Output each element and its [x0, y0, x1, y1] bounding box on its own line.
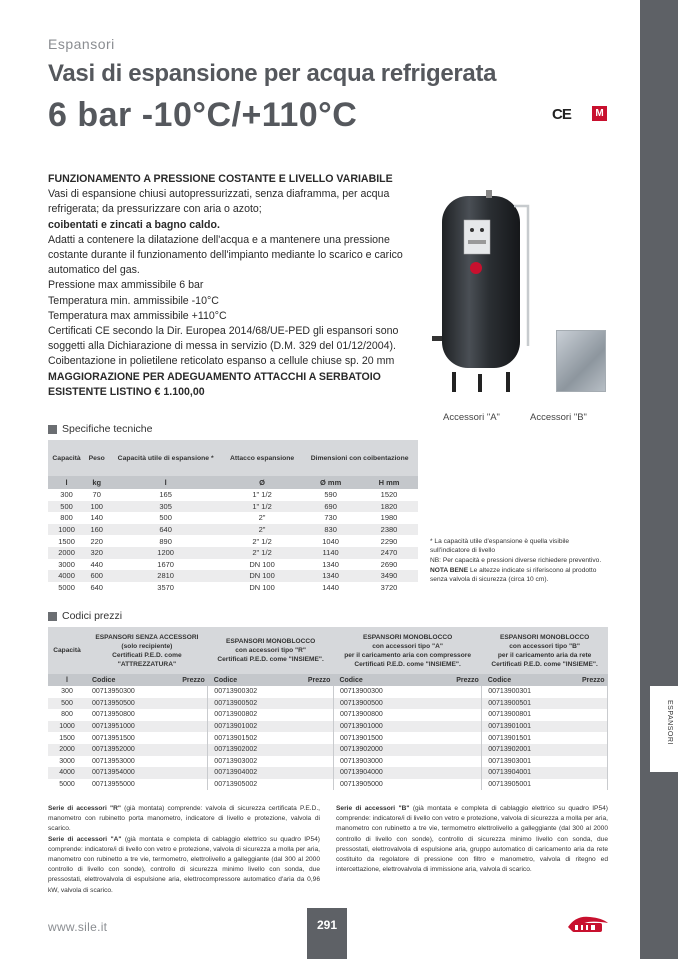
- unit-cell: l: [48, 476, 85, 489]
- group-header-line: per il caricamento aria con compressore: [344, 651, 471, 659]
- price-cell: [165, 732, 208, 744]
- table-cell: 320: [85, 547, 108, 559]
- code-cell: 00713900802: [208, 709, 289, 721]
- table-row: [48, 489, 418, 501]
- table-row: [48, 582, 418, 594]
- square-bullet-icon: [48, 425, 57, 434]
- code-cell: 00713904002: [208, 767, 289, 779]
- capacity-cell: 3000: [48, 756, 86, 768]
- header-cell: Dimensioni con coibentazione: [301, 440, 418, 476]
- sile-logo-icon: [566, 913, 610, 935]
- price-column-header: Prezzo: [563, 674, 607, 686]
- price-cell: [563, 732, 607, 744]
- ce-mark-icon: CE: [552, 106, 571, 123]
- code-cell: 00713901000: [333, 721, 429, 733]
- table-cell: 2470: [360, 547, 418, 559]
- description-line: Adatti a contenere la dilatazione dell'acqua e a mantenere una pressione costante durante il funzionamento dell'impianto mediante lo scarico e carico automatico del gas.: [48, 233, 403, 277]
- unit-cell: kg: [85, 476, 108, 489]
- code-cell: 00713951500: [86, 732, 165, 744]
- side-bar: [640, 0, 678, 959]
- table-cell: 70: [85, 489, 108, 501]
- price-cell: [289, 721, 333, 733]
- price-cell: [289, 767, 333, 779]
- price-cell: [289, 698, 333, 710]
- code-cell: 00713904000: [333, 767, 429, 779]
- table-cell: 1340: [301, 559, 360, 571]
- code-cell: 00713900501: [482, 698, 563, 710]
- header-cell: Peso: [85, 440, 108, 476]
- table-cell: 2000: [48, 547, 85, 559]
- table-cell: 2": [223, 512, 301, 524]
- code-cell: 00713954000: [86, 767, 165, 779]
- price-column-header: Prezzo: [165, 674, 208, 686]
- table-cell: 2" 1/2: [223, 547, 301, 559]
- price-cell: [165, 721, 208, 733]
- table-row: [48, 535, 418, 547]
- table-cell: 220: [85, 535, 108, 547]
- code-cell: 00713903001: [482, 756, 563, 768]
- footnote-a-title: Serie di accessori "A": [48, 835, 122, 843]
- group-header-line: "ATTREZZATURA": [117, 660, 177, 668]
- price-cell: [429, 732, 481, 744]
- table-cell: 800: [48, 512, 85, 524]
- price-column-header: Prezzo: [429, 674, 481, 686]
- unit-cell: l: [48, 674, 86, 686]
- capacity-cell: 300: [48, 686, 86, 698]
- code-cell: 00713900301: [482, 686, 563, 698]
- square-bullet-icon: [48, 612, 57, 621]
- codes-table: [48, 627, 608, 790]
- group-header-line: Certificati P.E.D. come "INSIEME".: [217, 656, 324, 663]
- page-subtitle: 6 bar -10°C/+110°C: [48, 96, 358, 134]
- price-cell: [289, 686, 333, 698]
- category-label: Espansori: [48, 36, 115, 52]
- group-header-line: (solo recipiente): [121, 642, 173, 650]
- code-cell: 00713905001: [482, 779, 563, 791]
- table-cell: 2" 1/2: [223, 535, 301, 547]
- price-cell: [429, 686, 481, 698]
- table-cell: 440: [85, 559, 108, 571]
- table-cell: 1520: [360, 489, 418, 501]
- table-row: [48, 698, 608, 710]
- table-cell: 1440: [301, 582, 360, 594]
- group-header-line: ESPANSORI SENZA ACCESSORI: [95, 633, 199, 641]
- description-line: Temperatura max ammissibile +110°C: [48, 309, 227, 322]
- table-row: [48, 524, 418, 536]
- page-title: Vasi di espansione per acqua refrigerata: [48, 60, 497, 87]
- table-row: [48, 721, 608, 733]
- price-cell: [289, 709, 333, 721]
- table-cell: 2": [223, 524, 301, 536]
- code-cell: 00713902000: [333, 744, 429, 756]
- group-header-line: Certificati P.E.D. come "INSIEME".: [354, 660, 461, 668]
- unit-cell: Ø: [223, 476, 301, 489]
- table-cell: 1140: [301, 547, 360, 559]
- codes-section-heading: [48, 610, 122, 622]
- capacity-cell: 1000: [48, 721, 86, 733]
- header-cell: Capacità utile di espansione *: [108, 440, 223, 476]
- price-cell: [165, 756, 208, 768]
- spec-note-line: [430, 566, 610, 584]
- code-cell: 00713950800: [86, 709, 165, 721]
- price-cell: [429, 721, 481, 733]
- group-header-line: Certificati P.E.D. come "INSIEME".: [491, 660, 598, 668]
- table-cell: 5000: [48, 582, 85, 594]
- group-header-line: ESPANSORI MONOBLOCCO: [225, 638, 316, 645]
- table-row: [48, 756, 608, 768]
- price-cell: [429, 779, 481, 791]
- spec-table: [48, 440, 418, 593]
- accessory-b-label: Accessori "B": [530, 412, 587, 423]
- code-cell: 00713900801: [482, 709, 563, 721]
- footnote-a-text: (già montata e completa di cablaggio elettrico su quadro IP54) comprende: indicatore/i di livello con vetro e protezione, valvola di sicurezza a molla per aria, manometro con rubinetto a tre vie, termometro, elettrolivello a galleggiante (dal 300 al 2000 controllo di livello con sonde), controllo di sicurezza minimo livello con sonda, due pressostati, elettrovalvola di espulsione aria, elettrocompressore automatico d'aria da 0,96 kW, valvola di scarico.: [48, 835, 320, 894]
- price-cell: [563, 779, 607, 791]
- group-header-line: con accessori tipo "A": [372, 642, 443, 650]
- group-header-line: per il caricamento aria da rete: [497, 651, 592, 659]
- table-cell: DN 100: [223, 570, 301, 582]
- table-cell: 890: [108, 535, 223, 547]
- header-cell: Attacco espansione: [223, 440, 301, 476]
- table-cell: 140: [85, 512, 108, 524]
- table-row: [48, 709, 608, 721]
- capacity-cell: 1500: [48, 732, 86, 744]
- table-cell: DN 100: [223, 582, 301, 594]
- table-cell: 2290: [360, 535, 418, 547]
- spec-section-heading: [48, 423, 152, 435]
- price-cell: [563, 721, 607, 733]
- footnote-b-title: Serie di accessori "B": [336, 805, 410, 812]
- capacity-cell: 500: [48, 698, 86, 710]
- website-link[interactable]: www.sile.it: [48, 920, 108, 934]
- price-cell: [165, 686, 208, 698]
- group-header: [208, 627, 334, 674]
- spec-note-line: NB: Per capacità e pressioni diverse richiedere preventivo.: [430, 557, 602, 564]
- table-cell: 1980: [360, 512, 418, 524]
- code-cell: 00713953000: [86, 756, 165, 768]
- code-cell: 00713901500: [333, 732, 429, 744]
- page-number-box: [307, 908, 347, 959]
- table-row: [48, 501, 418, 513]
- page-number: 291: [316, 918, 338, 932]
- side-tab: [650, 686, 678, 772]
- price-cell: [429, 744, 481, 756]
- group-header-line: ESPANSORI MONOBLOCCO: [499, 633, 590, 641]
- table-cell: 3000: [48, 559, 85, 571]
- capacity-cell: 800: [48, 709, 86, 721]
- group-header-line: con accessori tipo "B": [509, 642, 580, 650]
- code-cell: 00713950500: [86, 698, 165, 710]
- group-header: [482, 627, 608, 674]
- group-header-line: ESPANSORI MONOBLOCCO: [362, 633, 453, 641]
- table-cell: 2810: [108, 570, 223, 582]
- code-cell: 00713905002: [208, 779, 289, 791]
- table-row: [48, 779, 608, 791]
- table-cell: 500: [108, 512, 223, 524]
- group-header: [333, 627, 481, 674]
- table-cell: 1000: [48, 524, 85, 536]
- table-cell: 1340: [301, 570, 360, 582]
- nota-bene-label: NOTA BENE: [430, 567, 469, 574]
- code-cell: 00713902002: [208, 744, 289, 756]
- price-cell: [165, 779, 208, 791]
- nota-bene-text: Le altezze indicate si riferiscono al prodotto senza valvola di sicurezza (circa 10 cm).: [430, 567, 597, 583]
- table-cell: 2690: [360, 559, 418, 571]
- price-cell: [429, 767, 481, 779]
- header-cell: Capacità: [48, 440, 85, 476]
- price-cell: [429, 709, 481, 721]
- code-cell: 00713901001: [482, 721, 563, 733]
- table-cell: 1820: [360, 501, 418, 513]
- accessory-a-label: Accessori "A": [443, 412, 500, 423]
- code-cell: 00713902001: [482, 744, 563, 756]
- table-cell: 830: [301, 524, 360, 536]
- table-cell: DN 100: [223, 559, 301, 571]
- code-cell: 00713900500: [333, 698, 429, 710]
- code-cell: 00713955000: [86, 779, 165, 791]
- footnote-r-title: Serie di accessori "R": [48, 805, 121, 812]
- table-cell: 1040: [301, 535, 360, 547]
- table-row: [48, 767, 608, 779]
- price-cell: [165, 767, 208, 779]
- code-cell: 00713950300: [86, 686, 165, 698]
- tank-image: [428, 176, 536, 396]
- code-column-header: Codice: [482, 674, 563, 686]
- table-cell: 3570: [108, 582, 223, 594]
- code-cell: 00713904001: [482, 767, 563, 779]
- unit-cell: H mm: [360, 476, 418, 489]
- table-row: [48, 547, 418, 559]
- footnote-right: [336, 804, 608, 875]
- table-cell: 300: [48, 489, 85, 501]
- table-cell: 600: [85, 570, 108, 582]
- table-cell: 1200: [108, 547, 223, 559]
- unit-cell: l: [108, 476, 223, 489]
- price-cell: [165, 709, 208, 721]
- code-cell: 00713903000: [333, 756, 429, 768]
- price-cell: [563, 756, 607, 768]
- table-cell: 100: [85, 501, 108, 513]
- code-cell: 00713952000: [86, 744, 165, 756]
- description-line: Coibentazione in polietilene reticolato espanso a cellule chiuse sp. 20 mm: [48, 355, 395, 368]
- code-cell: 00713951000: [86, 721, 165, 733]
- code-column-header: Codice: [86, 674, 165, 686]
- code-column-header: Codice: [208, 674, 289, 686]
- description-heading: FUNZIONAMENTO A PRESSIONE COSTANTE E LIVELLO VARIABILE: [48, 173, 393, 185]
- table-cell: 3720: [360, 582, 418, 594]
- price-cell: [289, 732, 333, 744]
- table-cell: 165: [108, 489, 223, 501]
- accessory-b-image: [556, 330, 606, 392]
- price-cell: [165, 698, 208, 710]
- description-line: coibentati e zincati a bagno caldo.: [48, 218, 220, 231]
- price-cell: [289, 744, 333, 756]
- footnote-b-text: (già montata e completa di cablaggio elettrico su quadro IP54) comprende: indicatore/i di livello con vetro e protezione, valvola di sicurezza a molla per aria, manometro con rubinetto a tre vie, termometro elettrolivello a galleggiante (dal 300 al 2000 controllo di livello con sonde), controllo di sicurezza minimo livello con sonda, due pressostati, elettrovalvola di espulsione aria, gruppo automatico di caricamento aria da rete costituito da regolatore di pressione con filtro e manometro, valvola di ritegno ed intercettazione, elettrovalvola di immissione aria, valvola di scarico.: [336, 805, 608, 874]
- spec-note-line: * La capacità utile d'espansione è quella visibile sull'indicatore di livello: [430, 538, 570, 554]
- table-row: [48, 570, 418, 582]
- table-row: [48, 512, 418, 524]
- table-cell: 500: [48, 501, 85, 513]
- description-line: Temperatura min. ammissibile -10°C: [48, 294, 219, 307]
- m-mark-icon: M: [592, 106, 607, 121]
- table-cell: 640: [85, 582, 108, 594]
- group-header: [86, 627, 208, 674]
- group-header-line: Certificati P.E.D. come: [112, 651, 182, 659]
- price-cell: [563, 686, 607, 698]
- price-column-header: Prezzo: [289, 674, 333, 686]
- capacity-cell: 2000: [48, 744, 86, 756]
- price-cell: [563, 744, 607, 756]
- price-cell: [563, 709, 607, 721]
- description-line: Certificati CE secondo la Dir. Europea 2014/68/UE-PED gli espansori sono soggetti alla Dichiarazione di messa in servizio (D.M. 329 del 01/12/2004).: [48, 325, 399, 353]
- price-cell: [289, 779, 333, 791]
- table-row: [48, 559, 418, 571]
- footnote-r-text: (già montata) comprende: valvola di sicurezza certificata P.E.D., manometro con rubinetto porta manometro, indicatore di livello e protezione, valvola di scarico.: [48, 805, 320, 833]
- table-row: [48, 686, 608, 698]
- footnote-left: [48, 804, 320, 896]
- code-cell: 00713900502: [208, 698, 289, 710]
- table-cell: 640: [108, 524, 223, 536]
- codes-section-title: Codici prezzi: [62, 610, 123, 622]
- side-tab-label: ESPANSORI: [666, 700, 673, 745]
- price-cell: [429, 698, 481, 710]
- description: [48, 172, 418, 400]
- spec-section-title: Specifiche tecniche: [62, 423, 153, 435]
- price-cell: [563, 698, 607, 710]
- table-cell: 2380: [360, 524, 418, 536]
- price-cell: [165, 744, 208, 756]
- capacity-cell: 5000: [48, 779, 86, 791]
- table-cell: 1670: [108, 559, 223, 571]
- code-cell: 00713900302: [208, 686, 289, 698]
- unit-cell: Ø mm: [301, 476, 360, 489]
- code-cell: 00713901002: [208, 721, 289, 733]
- code-cell: 00713901502: [208, 732, 289, 744]
- table-row: [48, 732, 608, 744]
- code-column-header: Codice: [333, 674, 429, 686]
- header-cell: Capacità: [48, 627, 86, 674]
- table-cell: 1500: [48, 535, 85, 547]
- description-line: MAGGIORAZIONE PER ADEGUAMENTO ATTACCHI A SERBATOIO ESISTENTE LISTINO € 1.100,00: [48, 370, 381, 398]
- description-line: Pressione max ammissibile 6 bar: [48, 279, 204, 292]
- price-cell: [289, 756, 333, 768]
- table-cell: 590: [301, 489, 360, 501]
- table-cell: 3490: [360, 570, 418, 582]
- table-cell: 4000: [48, 570, 85, 582]
- price-cell: [429, 756, 481, 768]
- code-cell: 00713903002: [208, 756, 289, 768]
- price-cell: [563, 767, 607, 779]
- table-cell: 1" 1/2: [223, 501, 301, 513]
- group-header-line: con accessori tipo "R": [235, 647, 306, 654]
- code-cell: 00713905000: [333, 779, 429, 791]
- code-cell: 00713900800: [333, 709, 429, 721]
- table-cell: 1" 1/2: [223, 489, 301, 501]
- capacity-cell: 4000: [48, 767, 86, 779]
- description-line: Vasi di espansione chiusi autopressurizzati, senza diaframma, per acqua refrigerata; da pressurizzare con aria o azoto;: [48, 188, 390, 216]
- code-cell: 00713900300: [333, 686, 429, 698]
- table-cell: 160: [85, 524, 108, 536]
- table-cell: 305: [108, 501, 223, 513]
- spec-note: [430, 537, 610, 585]
- table-cell: 690: [301, 501, 360, 513]
- code-cell: 00713901501: [482, 732, 563, 744]
- table-row: [48, 744, 608, 756]
- table-cell: 730: [301, 512, 360, 524]
